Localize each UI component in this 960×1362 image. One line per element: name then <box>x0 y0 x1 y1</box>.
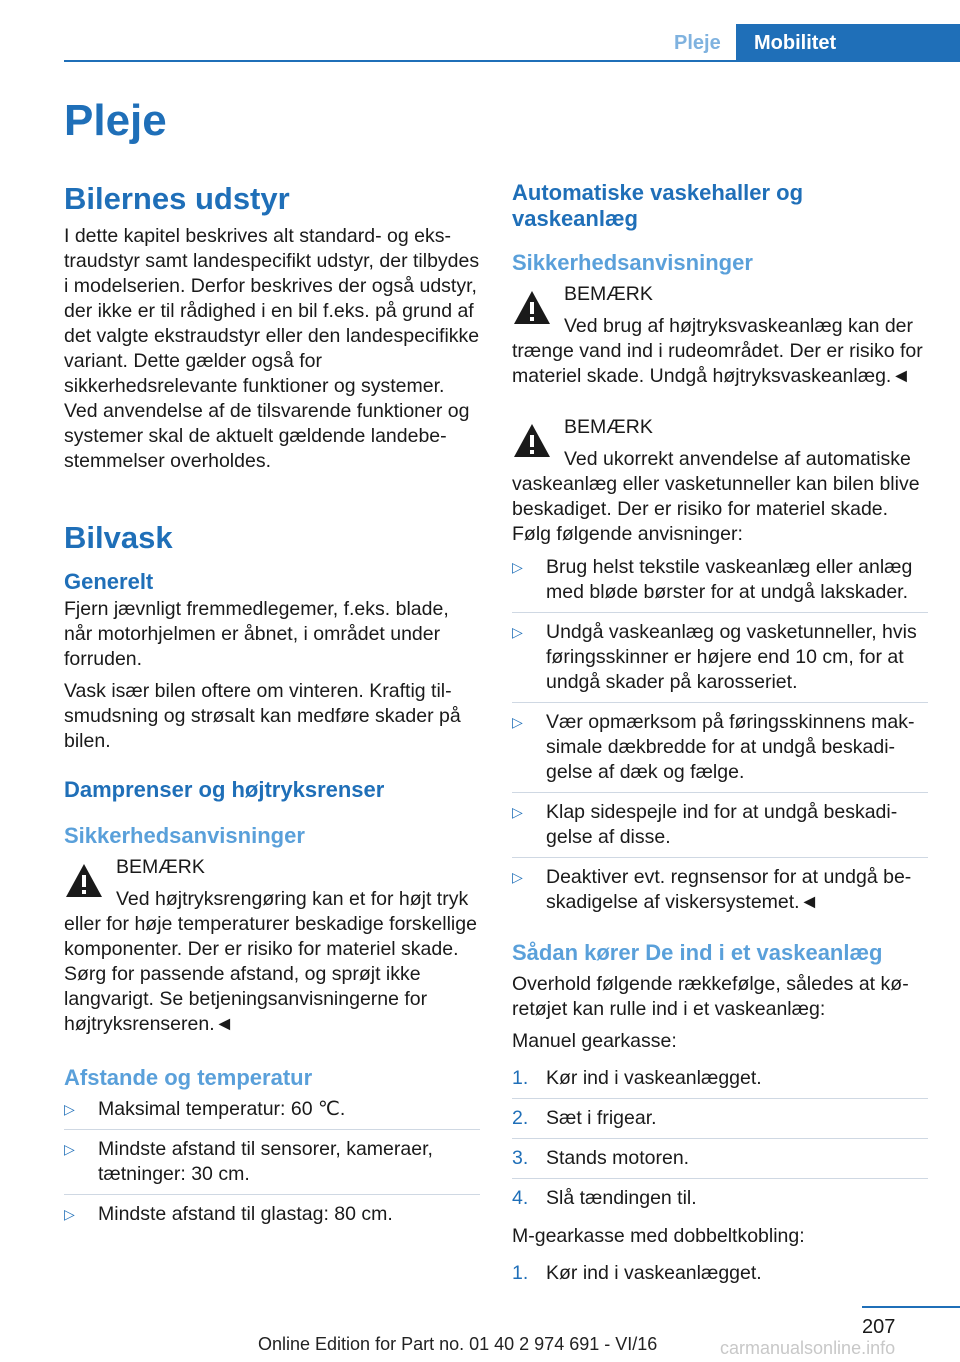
list-item: ▷ Mindste afstand til sensorer, kameraer, tætninger: 30 cm. <box>64 1137 480 1195</box>
triangle-bullet-icon: ▷ <box>512 624 523 640</box>
edition-text: Online Edition for Part no. 01 40 2 974 691 - VI/16 <box>258 1334 658 1354</box>
warning-triangle-icon <box>64 861 104 901</box>
heading-bilvask: Bilvask <box>64 520 173 555</box>
header-section-tab: Pleje <box>674 32 721 54</box>
triangle-bullet-icon: ▷ <box>512 714 523 730</box>
right-column <box>512 180 928 1299</box>
warning-triangle-icon <box>512 288 552 328</box>
warning-label: BEMÆRK <box>116 856 205 878</box>
warning-text: Ved højtryksrengøring kan et for højt tryk eller for høje temperaturer beskadige forskellige komponenter. Der er risiko for materiel skade. Sørg for passende afstand, og sprøjt ikke langvarigt. Se betjeningsanvisningerne for højtryksrenseren.◄ <box>64 888 477 1035</box>
triangle-bullet-icon: ▷ <box>64 1206 75 1222</box>
header-rule <box>64 60 960 62</box>
manuel-steps <box>512 1066 928 1218</box>
page-title: Pleje <box>64 96 167 145</box>
list-item: 3. Stands motoren. <box>512 1146 928 1179</box>
warning-triangle-icon <box>512 421 552 461</box>
triangle-bullet-icon: ▷ <box>64 1101 75 1117</box>
warning-box-right-1 <box>512 282 928 389</box>
list-item: ▷ Undgå vaskeanlæg og vasketunneller, hvis føringsskinner er højere end 10 cm, for at undgå skader på karosseriet. <box>512 620 928 703</box>
warning-box-right-2 <box>512 415 928 547</box>
list-item: 2. Sæt i frigear. <box>512 1106 928 1139</box>
warning-label: BEMÆRK <box>564 416 653 438</box>
list-item: ▷ Brug helst tekstile vaskeanlæg eller anlæg med bløde børster for at undgå lakskader. <box>512 555 928 613</box>
header-chapter-tab: Mobilitet <box>736 24 960 62</box>
triangle-bullet-icon: ▷ <box>512 869 523 885</box>
warning-text: Ved brug af højtryksvaskeanlæg kan der trænge vand ind i rudeområdet. Der er risiko for materiel skade. Undgå højtryksvaskeanlæg.◄ <box>512 315 923 387</box>
warning-box-left <box>64 855 480 1037</box>
list-item: ▷ Maksimal temperatur: 60 ℃. <box>64 1097 480 1130</box>
list-item: ▷ Vær opmærksom på føringsskinnens maksimale dækbredde for at undgå beskadigelse af dæk og fælge. <box>512 710 928 793</box>
paragraph-mgear: M-gearkasse med dobbeltkobling: <box>512 1225 805 1247</box>
footer-rule <box>862 1306 960 1308</box>
paragraph-saadan: Overhold følgende rækkefølge, således at køretøjet kan rulle ind i et vaskeanlæg: <box>512 973 909 1020</box>
paragraph-generelt-2: Vask især bilen oftere om vinteren. Kraftig tilsmudsning og strøsalt kan medføre skader på bilen. <box>64 680 461 752</box>
triangle-bullet-icon: ▷ <box>64 1141 75 1157</box>
heading-automatiske: Automatiske vaskehaller og vaskeanlæg <box>512 180 804 231</box>
heading-damprenser: Damprenser og højtryksrenser <box>64 777 385 802</box>
heading-afstand: Afstande og temperatur <box>64 1065 313 1090</box>
mgear-steps <box>512 1261 928 1293</box>
page-number: 207 <box>862 1316 896 1338</box>
paragraph-udstyr: I dette kapitel beskrives alt standard- og ekstraudstyr samt landespecifikt udstyr, der tilbydes i modelserien. Derfor beskrives der også udstyr, der ikke er til rådighed i en bil f.eks. på grund af det valgte ekstraudstyr eller den landespecifikke variant. Dette gælder også for sikkerhedsrelevante funktioner og systemer. Ved anvendelse af de tilsvarende funktioner og systemer skal de aktuelt gældende landebestemmelser overholdes. <box>64 225 480 472</box>
list-item: 4. Slå tændingen til. <box>512 1187 697 1209</box>
heading-sikkerhed-right: Sikkerhedsanvisninger <box>512 250 753 275</box>
list-item: 1. Kør ind i vaskeanlægget. <box>512 1262 762 1284</box>
triangle-bullet-icon: ▷ <box>512 804 523 820</box>
vaskeanlaeg-list <box>512 555 928 922</box>
heading-generelt: Generelt <box>64 569 154 594</box>
list-item: ▷ Mindste afstand til glastag: 80 cm. <box>64 1203 393 1225</box>
afstand-list <box>64 1097 480 1234</box>
list-item: ▷ Deaktiver evt. regnsensor for at undgå beskadigelse af viskersystemet.◄ <box>512 866 912 913</box>
warning-label: BEMÆRK <box>564 283 653 305</box>
list-item: 1. Kør ind i vaskeanlægget. <box>512 1066 928 1099</box>
heading-sikkerhed-left: Sikkerhedsanvisninger <box>64 823 305 848</box>
heading-bilernes-udstyr: Bilernes udstyr <box>64 181 290 216</box>
triangle-bullet-icon: ▷ <box>512 559 523 575</box>
watermark-text: carmanualsonline.info <box>720 1338 896 1358</box>
heading-saadan: Sådan kører De ind i et vaskeanlæg <box>512 940 883 965</box>
warning-text: Ved ukorrekt anvendelse af automatiske vaskeanlæg eller vasketunneller kan bilen blive beskadiget. Der er risiko for materiel skade. Følg følgende anvisninger: <box>512 448 920 545</box>
left-column <box>64 180 480 1240</box>
paragraph-manuel: Manuel gearkasse: <box>512 1030 677 1052</box>
list-item: ▷ Klap sidespejle ind for at undgå beskadigelse af disse. <box>512 800 928 858</box>
paragraph-generelt-1: Fjern jævnligt fremmedlegemer, f.eks. blade, når motorhjelmen er åbnet, i området under forruden. <box>64 598 449 670</box>
